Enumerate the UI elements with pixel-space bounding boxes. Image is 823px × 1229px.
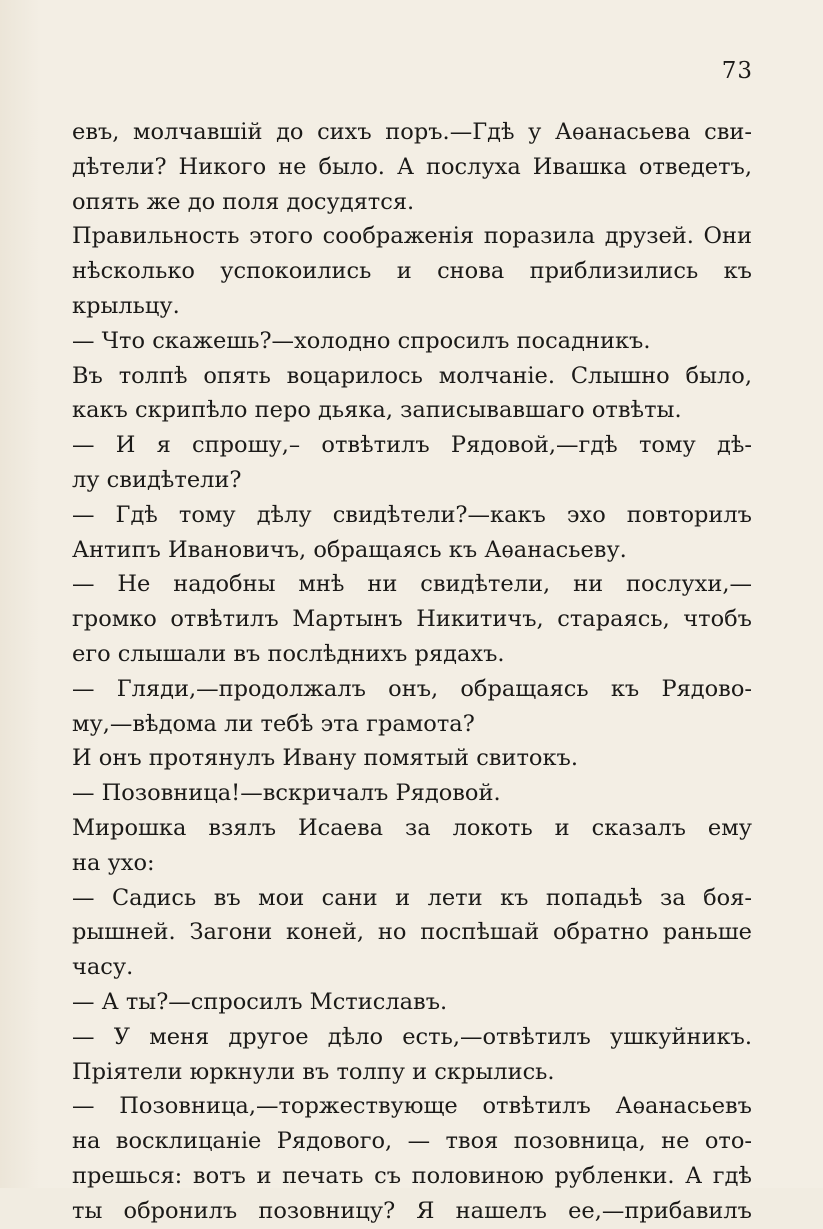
text-line: на восклицаніе Рядового, — твоя позовница, не ото-	[72, 1128, 752, 1155]
text-line: опять же до поля досудятся.	[72, 188, 415, 215]
text-line: — Позовница!—вскричалъ Рядовой.	[72, 780, 501, 807]
text-line: рышней. Загони коней, но поспѣшай обратно раньше	[72, 919, 752, 946]
text-line: прешься: вотъ и печать съ половиною рубленки. А гдѣ	[72, 1162, 752, 1189]
text-line: дѣтели? Никого не было. А послуха Ивашка отведетъ,	[72, 153, 752, 180]
text-line: лу свидѣтели?	[72, 466, 242, 493]
text-line: громко отвѣтилъ Мартынъ Никитичъ, стараясь, чтобъ	[72, 606, 752, 633]
text-line: Пріятели юркнули въ толпу и скрылись.	[72, 1058, 555, 1085]
text-line: — Что скажешь?—холодно спросилъ посадникъ.	[72, 327, 651, 354]
text-line: — А ты?—спросилъ Мстиславъ.	[72, 988, 448, 1015]
text-line: — Позовница,—торжествующе отвѣтилъ Аѳанасьевъ	[72, 1093, 752, 1120]
text-line: — И я спрошу,– отвѣтилъ Рядовой,—гдѣ тому дѣ-	[72, 432, 752, 459]
page-number: 73	[721, 58, 753, 84]
text-line: нѣсколько успокоились и снова приблизились къ	[72, 258, 752, 285]
text-line: И онъ протянулъ Ивану помятый свитокъ.	[72, 745, 578, 772]
text-line: — Не надобны мнѣ ни свидѣтели, ни послухи,—	[72, 571, 752, 598]
text-line: Мирошка взялъ Исаева за локоть и сказалъ ему	[72, 814, 752, 841]
text-line: какъ скрипѣло перо дьяка, записывавшаго отвѣты.	[72, 397, 682, 424]
text-line: — У меня другое дѣло есть,—отвѣтилъ ушкуйникъ.	[72, 1023, 752, 1050]
text-line: Правильность этого соображенія поразила друзей. Они	[72, 223, 752, 250]
text-line: Въ толпѣ опять воцарилось молчаніе. Слышно было,	[72, 362, 752, 389]
text-line: его слышали въ послѣднихъ рядахъ.	[72, 640, 505, 667]
text-line: — Гдѣ тому дѣлу свидѣтели?—какъ эхо повторилъ	[72, 501, 752, 528]
text-line: на ухо:	[72, 849, 155, 876]
text-line: Антипъ Ивановичъ, обращаясь къ Аѳанасьеву.	[72, 536, 627, 563]
text-line: крыльцу.	[72, 292, 180, 319]
text-line: ты обронилъ позовницу? Я нашелъ ее,—прибавилъ	[72, 1197, 752, 1224]
text-line: — Садись въ мои сани и лети къ попадьѣ за боя-	[72, 884, 752, 911]
text-line: — Гляди,—продолжалъ онъ, обращаясь къ Рядово-	[72, 675, 752, 702]
text-line: евъ, молчавшій до сихъ поръ.—Гдѣ у Аѳанасьева сви-	[72, 119, 752, 145]
text-line: часу.	[72, 954, 134, 981]
text-line: му,—вѣдома ли тебѣ эта грамота?	[72, 710, 475, 737]
body-text	[72, 115, 752, 1229]
